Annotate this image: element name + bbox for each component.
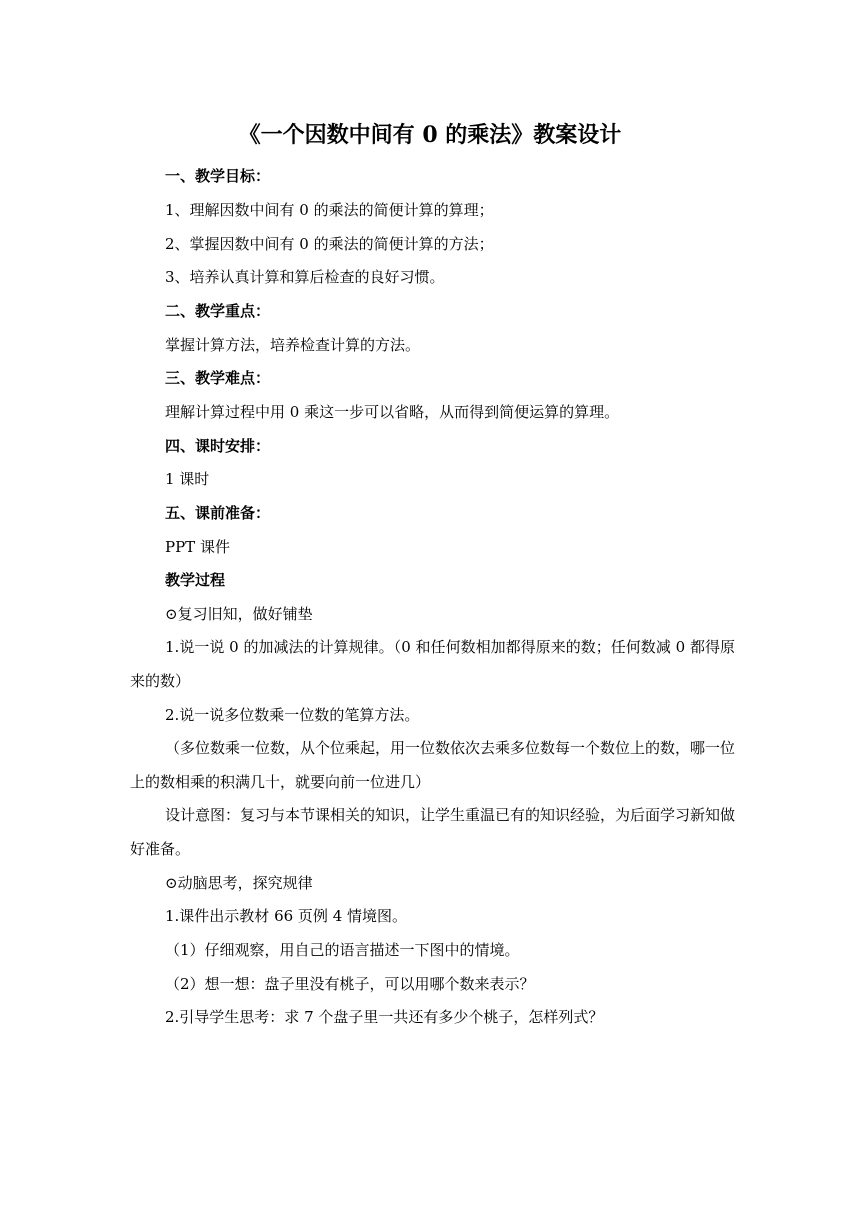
review-paragraph-1: 1.说一说 0 的加减法的计算规律。（0 和任何数相加都得原来的数；任何数减 0 都得原来的数） <box>130 638 735 690</box>
explore-paragraph-1: 1.课件出示教材 66 页例 4 情境图。 <box>165 907 408 925</box>
goal-item-1: 1、理解因数中间有 0 的乘法的简便计算的算理； <box>165 201 494 219</box>
goals-heading: 一、教学目标： <box>165 167 271 185</box>
goal-item-3: 3、培养认真计算和算后检查的良好习惯。 <box>165 268 445 286</box>
goal-item-2: 2、掌握因数中间有 0 的乘法的简便计算的方法； <box>165 235 494 253</box>
review-heading: ⊙复习旧知，做好铺垫 <box>165 605 313 623</box>
explore-paragraph-4: 2.引导学生思考：求 7 个盘子里一共还有多少个桃子，怎样列式？ <box>165 1008 604 1026</box>
difficulty-heading: 三、教学难点： <box>165 369 271 387</box>
key-text: 掌握计算方法，培养检查计算的方法。 <box>165 336 421 354</box>
review-intent: 设计意图：复习与本节课相关的知识，让学生重温已有的知识经验，为后面学习新知做好准备。 <box>130 806 736 858</box>
explore-heading: ⊙动脑思考，探究规律 <box>165 874 313 892</box>
explore-paragraph-3: （2）想一想：盘子里没有桃子，可以用哪个数来表示？ <box>165 975 535 993</box>
review-paragraph-2: 2.说一说多位数乘一位数的笔算方法。 <box>165 706 420 724</box>
review-paragraph-3: （多位数乘一位数，从个位乘起，用一位数依次去乘多位数每一个数位上的数，哪一位上的数相乘的积满几十，就要向前一位进几） <box>130 739 736 791</box>
hours-heading: 四、课时安排： <box>165 437 271 455</box>
process-heading: 教学过程 <box>165 571 226 589</box>
page-title: 《一个因数中间有 0 的乘法》教案设计 <box>238 122 622 148</box>
hours-text: 1 课时 <box>165 470 210 488</box>
key-heading: 二、教学重点： <box>165 302 271 320</box>
difficulty-text: 理解计算过程中用 0 乘这一步可以省略，从而得到简便运算的算理。 <box>165 403 620 421</box>
prep-text: PPT 课件 <box>165 538 230 556</box>
prep-heading: 五、课前准备： <box>165 504 271 522</box>
explore-paragraph-2: （1）仔细观察，用自己的语言描述一下图中的情境。 <box>165 941 520 959</box>
